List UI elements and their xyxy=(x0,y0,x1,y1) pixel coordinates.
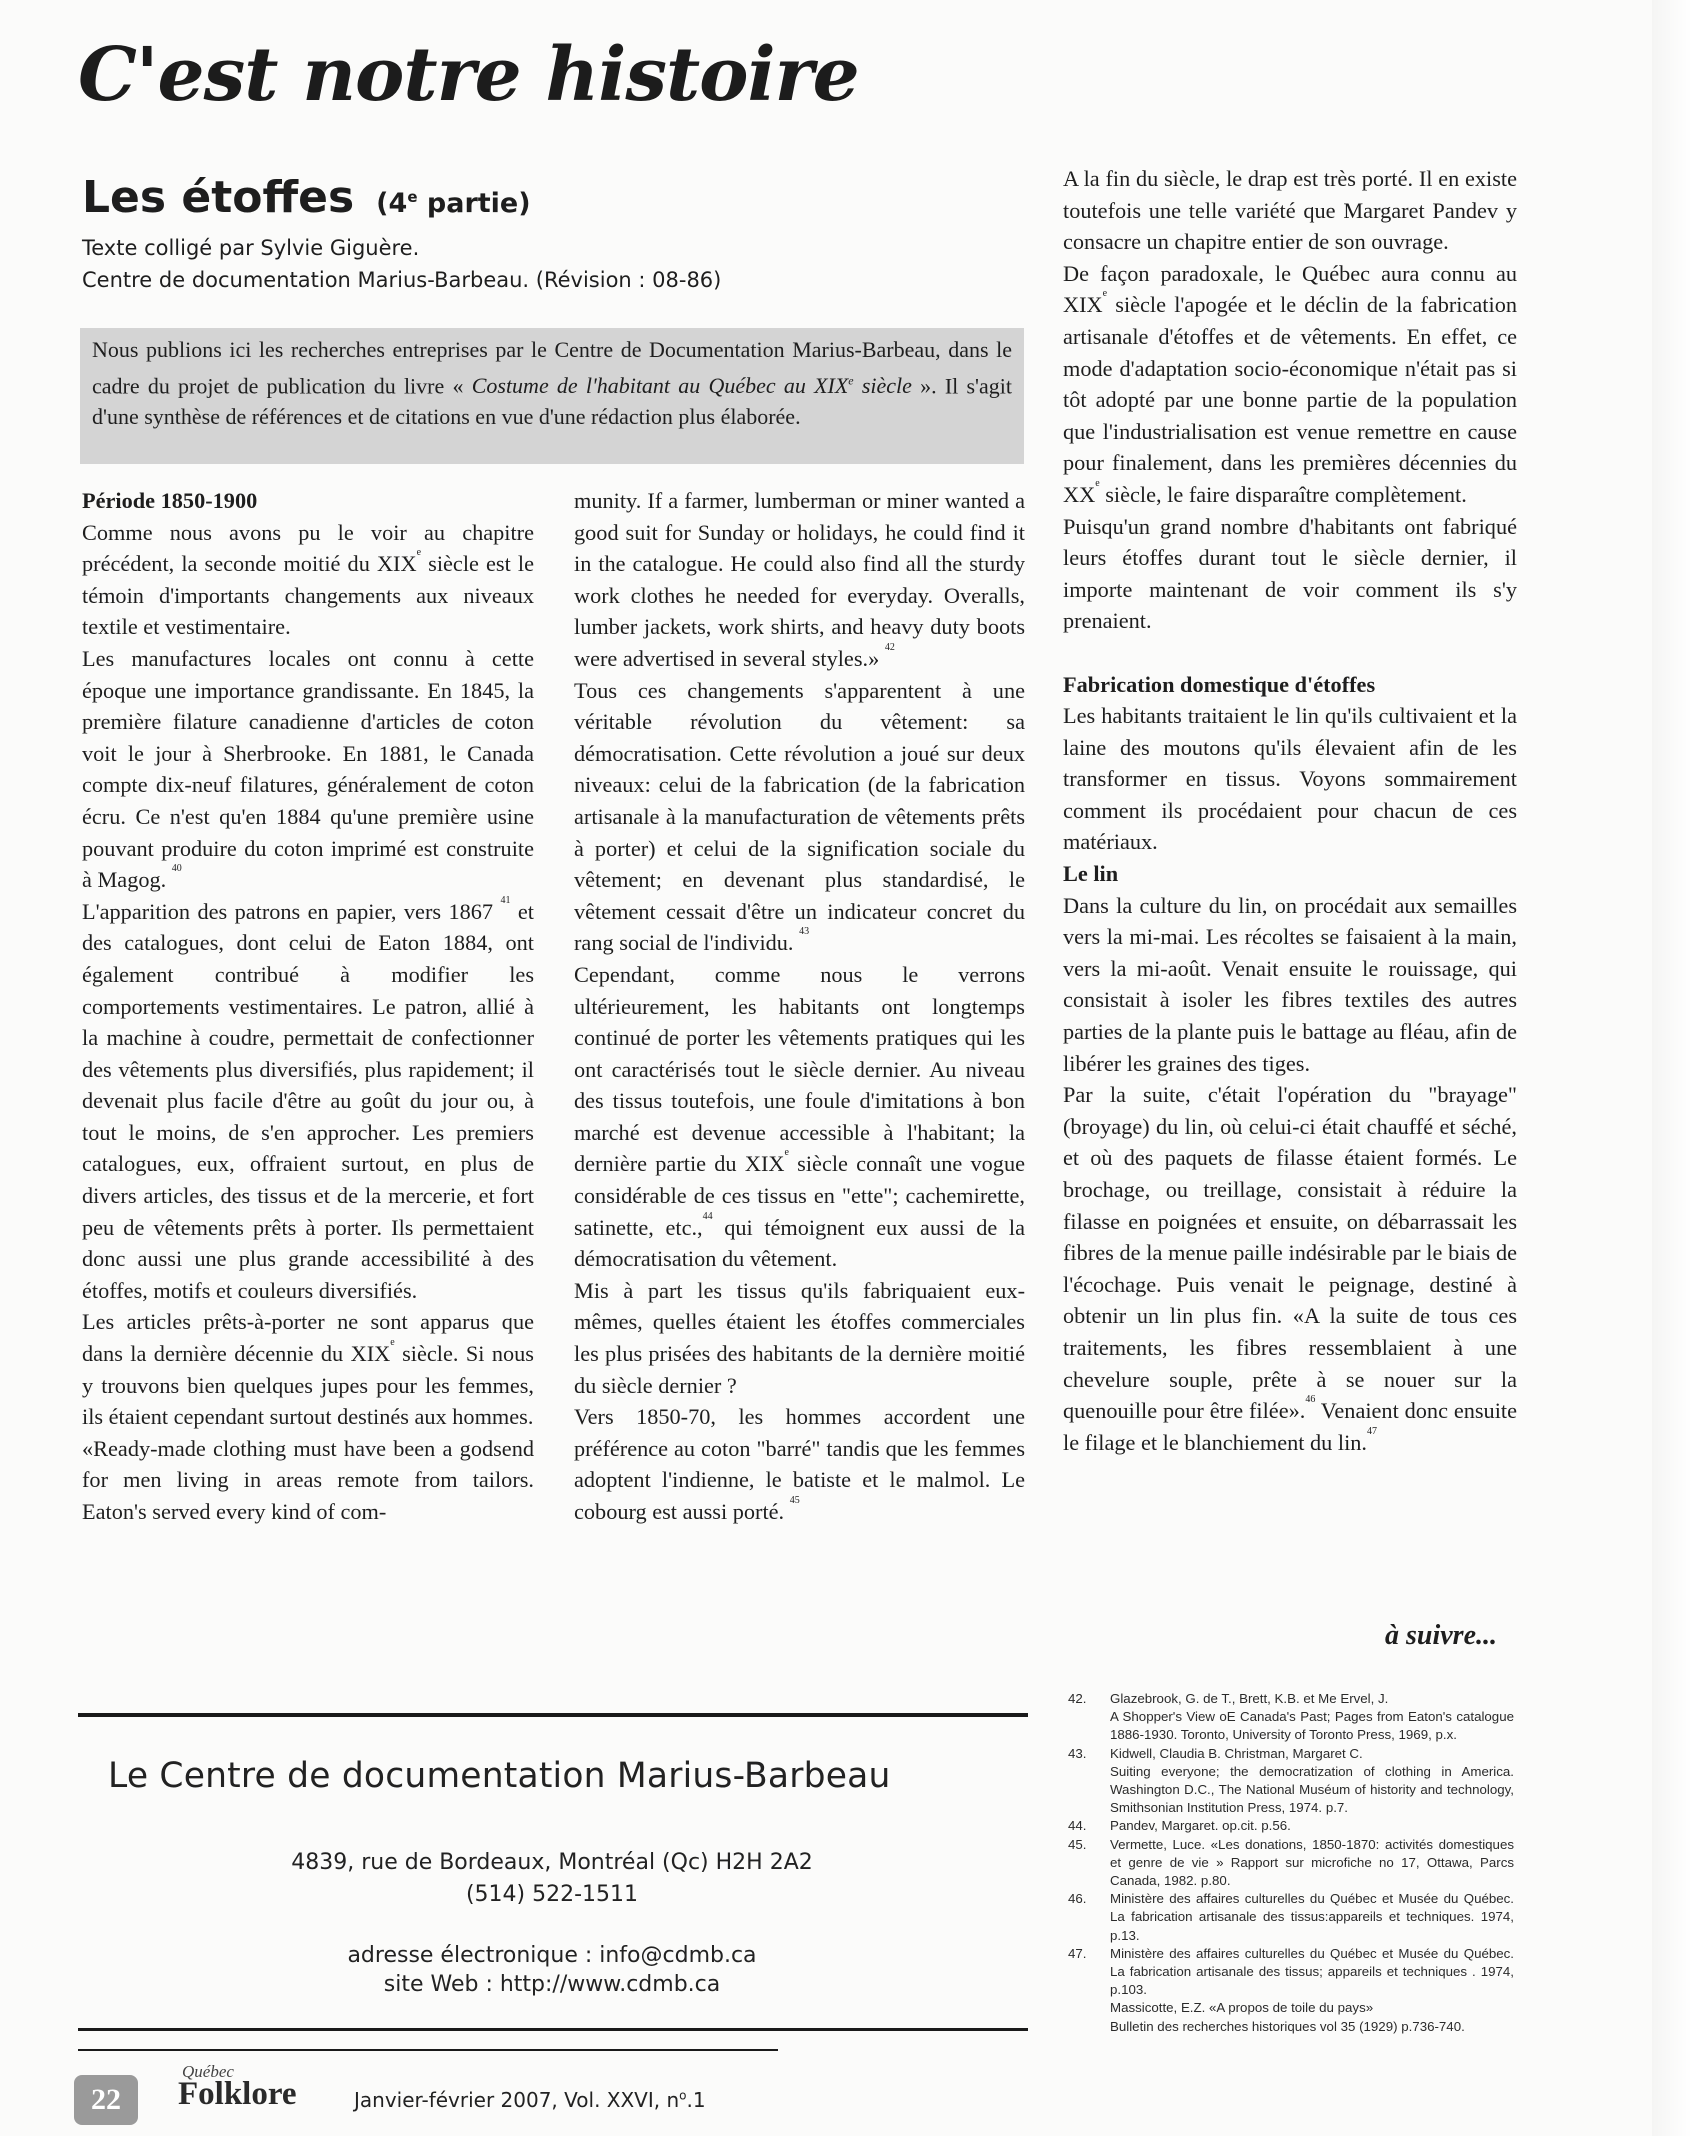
spacer xyxy=(1063,637,1517,669)
text: et des catalogues, dont celui de Eaton 1884, ont également contribué à modifier les comportements vestimentaires. Le patron, allié à la machine à coudre, permettait de confectionner des vêtements plus diversifiés, plus rapidement; il devenait plus facile d'être au goût du jour ou, à tout le moins, de s'en approcher. Les premiers catalogues, eux, offraient surtout, en plus de divers articles, des tissus et de la mercerie, et fort peu de vêtements prêts à porter. Ils permettaient donc aussi une plus grande accessibilité à des étoffes, motifs et couleurs diversifiés. xyxy=(82,898,535,1303)
issue-sup: o xyxy=(679,2088,687,2103)
text: siècle est le témoin d'importants changements aux niveaux textile et vestimentaire. xyxy=(82,551,534,640)
divider-top xyxy=(78,1713,1028,1717)
continued-label: à suivre... xyxy=(1385,1620,1497,1651)
text: siècle, le faire disparaître complètement. xyxy=(1099,481,1467,507)
book-title-2: siècle xyxy=(853,372,912,398)
intro-text-1: Nous publions ici les recherches entreprises par le Centre de Documentation Marius-Barbeau, dans le cadre du projet de publication du livre « xyxy=(92,337,1012,398)
section-subheading: Le lin xyxy=(1063,861,1119,887)
intro-box xyxy=(80,328,1024,464)
paragraph: «Ready-made clothing must have been a godsend for men living in areas remote from tailors. Eaton's served every kind of com- xyxy=(82,1435,534,1524)
sup: e xyxy=(1102,288,1108,300)
footnote-number: 42. xyxy=(1068,1691,1087,1706)
article-part xyxy=(376,188,530,219)
byline-author: Texte colligé par Sylvie Giguère. xyxy=(82,236,420,260)
part-word: partie) xyxy=(417,188,531,219)
text: Les manufactures locales ont connu à cette époque une importance grandissante. En 1845, la première filature canadienne d'articles de coton voit le jour à Sherbrooke. En 1881, le Canada compte dix-neuf filatures, généralement de coton écru. Ce n'est qu'en 1884 qu'une première usine pouvant produire du coton imprimé est construite à Magog. xyxy=(82,645,534,893)
footnote-text: Vermette, Luce. «Les donations, 1850-1870: activités domestiques et genre de vie » Rapport sur microfiche no 17, Ottawa, Parcs Canada, 1982. p.80. xyxy=(1110,1836,1514,1889)
footnote-item xyxy=(1068,1817,1514,1835)
article-title xyxy=(82,172,531,223)
text: Tous ces changements s'apparentent à une véritable révolution du vêtement: sa démocratisation. Cette révolution a joué sur deux niveaux: celui de la fabrication (de la fabrication artisanale à la manufacturation de vêtements prêts à porter) et celui de la signification sociale du vêtement; en devenant plus standardisé, le vêtement cessait d'être un indicateur concret du rang social de l'individu. xyxy=(574,677,1025,956)
sup: e xyxy=(1095,477,1100,489)
section-heading: Période 1850-1900 xyxy=(82,488,258,513)
footnote-line: Glazebrook, G. de T., Brett, K.B. et Me Ervel, J. xyxy=(1110,1691,1389,1706)
footnote-text xyxy=(1110,1945,1514,2036)
cdmb-address: 4839, rue de Bordeaux, Montréal (Qc) H2H 2A2 xyxy=(291,1850,813,1875)
cdmb-web: site Web : http://www.cdmb.ca xyxy=(383,1972,721,1997)
paragraph: Les habitants traitaient le lin qu'ils cultivaient et la laine des moutons qu'ils élevaient afin de les transformer en tissus. Voyons sommairement comment ils procédaient pour chacun de ces matériaux. xyxy=(1063,703,1517,855)
footnote-text: Pandev, Margaret. op.cit. p.56. xyxy=(1110,1818,1291,1834)
article-title-main: Les étoffes xyxy=(82,172,355,223)
footnote-item xyxy=(1068,1690,1514,1745)
paragraph xyxy=(574,959,1025,1275)
intro-book-title xyxy=(472,373,912,398)
sup: e xyxy=(390,1337,395,1349)
text: Par la suite, c'était l'opération du "brayage" (broyage) du lin, où celui-ci était chauffé et séché, et où des paquets de filasse étaient formés. Le brochage, ou treillage, consistait à réduire la filasse en poignées et ensuite, on débarrassait les fibres de la menue paille indésirable par le biais de l'écochage. Puis venait le peignage, destiné à obtenir un lin plus fin. «A la suite de tous ces traitements, les fibres ressemblaient à une chevelure souple, prête à se nouer sur la quenouille pour être filée». xyxy=(1063,1082,1517,1424)
issue-number: .1 xyxy=(686,2088,706,2112)
footnote-ref: 46 xyxy=(1305,1394,1316,1406)
footnote-number: 45. xyxy=(1068,1836,1087,1852)
text: De façon paradoxale, le Québec aura connu au XIX xyxy=(1063,260,1517,318)
footnote-ref: 44 xyxy=(702,1210,713,1222)
text: qui témoignent eux aussi de la démocratisation du vêtement. xyxy=(574,1214,1025,1272)
column-1 xyxy=(82,485,534,1528)
footnote-ref: 45 xyxy=(789,1495,800,1506)
paragraph xyxy=(574,675,1025,959)
footnote-ref: 47 xyxy=(1367,1425,1377,1437)
text: Comme nous avons pu le voir au chapitre précédent, la seconde moitié du XIX xyxy=(82,519,534,577)
cdmb-phone: (514) 522-1511 xyxy=(465,1882,639,1907)
issue-text: Janvier-février 2007, Vol. XXVI, n xyxy=(354,2088,680,2112)
cdmb-email: adresse électronique : info@cdmb.ca xyxy=(347,1943,757,1968)
footnote-item xyxy=(1068,1745,1514,1818)
footer-rule xyxy=(78,2049,778,2051)
footnote-item xyxy=(1068,1890,1514,1945)
sup: e xyxy=(784,1147,789,1159)
intro-text-2: ». Il s'agit d'une synthèse de références et de citations en vue d'une rédaction plus élaborée. xyxy=(92,372,1012,430)
issue-info xyxy=(354,2088,706,2112)
footnote-number: 43. xyxy=(1068,1745,1087,1761)
footnote-text: Ministère des affaires culturelles du Québec et Musée du Québec. La fabrication artisanale des tissus:appareils et techniques. 1974, p.13. xyxy=(1110,1891,1514,1943)
divider-bottom xyxy=(78,2028,1028,2031)
footnote-number: 46. xyxy=(1068,1891,1087,1907)
footnote-ref: 40 xyxy=(171,863,182,875)
footnotes xyxy=(1068,1690,1514,2036)
footnote-ref: 41 xyxy=(500,894,511,906)
footnote-ref: 43 xyxy=(799,926,810,938)
footnote-ref: 42 xyxy=(884,641,895,653)
footnote-line: Ministère des affaires culturelles du Québec et Musée du Québec. La fabrication artisanale des tissus; appareils et techniques . 1974, p.103. xyxy=(1110,1945,1514,1998)
text: siècle. Si nous y trouvons bien quelques jupes pour les femmes, ils étaient cependant surtout destinés aux hommes. xyxy=(82,1341,534,1430)
byline-source: Centre de documentation Marius-Barbeau. (Révision : 08-86) xyxy=(82,268,722,292)
paragraph xyxy=(82,643,534,896)
footnote-text xyxy=(1110,1690,1514,1745)
paragraph xyxy=(82,896,534,1307)
magazine-logo-small: Québec xyxy=(182,2062,234,2081)
footnote-item xyxy=(1068,1836,1514,1891)
footnote-line: Kidwell, Claudia B. Christman, Margaret C. xyxy=(1110,1745,1363,1761)
paragraph xyxy=(1063,1079,1517,1458)
footnote-text xyxy=(1110,1745,1514,1818)
sup: e xyxy=(416,547,422,559)
text: Les articles prêts-à-porter ne sont apparus que dans la dernière décennie du XIX xyxy=(82,1309,534,1367)
footnote-line: Bulletin des recherches historiques vol 35 (1929) p.736-740. xyxy=(1110,2018,1465,2034)
page-number: 22 xyxy=(74,2075,138,2125)
part-number: (4 xyxy=(376,188,408,219)
column-3 xyxy=(1063,163,1517,1458)
paragraph xyxy=(82,1306,534,1432)
text: Vers 1850-70, les hommes accordent une préférence au coton "barré" tandis que les femmes adoptent l'indienne, le batiste et le malmol. Le cobourg est aussi porté. xyxy=(574,1404,1025,1524)
footnote-number: 44. xyxy=(1068,1818,1087,1834)
section-header-title: C'est notre histoire xyxy=(78,32,859,118)
paragraph: A la fin du siècle, le drap est très porté. Il en existe toutefois une telle variété que Margaret Pandev y consacre un chapitre entier de son ouvrage. xyxy=(1063,166,1517,255)
paragraph xyxy=(82,517,534,643)
text: Venaient donc ensuite le filage et le blanchiement du lin. xyxy=(1063,1398,1517,1455)
book-title: Costume de l'habitant au Québec au XIX xyxy=(471,372,849,398)
footnote-item xyxy=(1068,1945,1514,2036)
magazine-logo: Folklore xyxy=(178,2076,297,2112)
text: Cependant, comme nous le verrons ultérieurement, les habitants ont longtemps continué de porter les vêtements pratiques qui les ont caractérisés tout le siècle dernier. Au niveau des tissus toutefois, une foule d'imitations à bon marché est devenue accessible à l'habitant; la dernière partie du XIX xyxy=(574,961,1025,1177)
text: L'apparition des patrons en papier, vers 1867 xyxy=(82,898,494,924)
column-2 xyxy=(574,485,1025,1528)
section-heading: Fabrication domestique d'étoffes xyxy=(1063,671,1376,697)
footnote-line: Massicotte, E.Z. «A propos de toile du pays» xyxy=(1110,2000,1374,2016)
page-edge xyxy=(1652,0,1692,2136)
text: siècle l'apogée et le déclin de la fabrication artisanale d'étoffes et de vêtements. En effet, ce mode d'adaptation socio-économique n'était pas si tôt adopté par une bonne partie de la population que l'industrialisation est venue remettre en cause pour finalement, dans les premières décennies du XX xyxy=(1063,292,1517,507)
paragraph: Mis à part les tissus qu'ils fabriquaient eux-mêmes, quelles étaient les étoffes commerciales les plus prisées des habitants de la dernière moitié du siècle dernier ? xyxy=(574,1277,1025,1398)
text: siècle connaît une vogue considérable de ces tissus en "ette"; cachemirette, satinette, etc., xyxy=(574,1151,1025,1240)
footnote-line: A Shopper's View oE Canada's Past; Pages from Eaton's catalogue 1886-1930. Toronto, University of Toronto Press, 1969, p.x. xyxy=(1110,1709,1514,1743)
footnote-line: Suiting everyone; the democratization of clothing in America. Washington D.C., The National Muséum of histority and technology, Smithsonian Institution Press, 1974. p.7. xyxy=(1110,1763,1514,1816)
book-sup: e xyxy=(848,373,854,388)
paragraph xyxy=(574,1401,1025,1527)
text: munity. If a farmer, lumberman or miner wanted a good suit for Sunday or holidays, he could find it in the catalogue. He could also find all the sturdy work clothes he needed for everyday. Overalls, lumber jackets, work shirts, and heavy duty boots were advertised in several styles.» xyxy=(574,488,1025,671)
paragraph: Puisqu'un grand nombre d'habitants ont fabriqué leurs étoffes durant tout le siècle dernier, il importe maintenant de voir comment ils s'y prenaient. xyxy=(1063,513,1517,634)
paragraph: Dans la culture du lin, on procédait aux semailles vers la mi-mai. Les récoltes se faisaient à la main, vers la mi-août. Venait ensuite le rouissage, qui consistait à isoler les fibres textiles des autres parties de la plante puis le battage au fléau, afin de libérer les graines des tiges. xyxy=(1063,892,1517,1076)
footnote-number: 47. xyxy=(1068,1945,1087,1961)
paragraph xyxy=(574,485,1025,675)
cdmb-name: Le Centre de documentation Marius-Barbeau xyxy=(108,1756,891,1796)
part-sup: e xyxy=(407,188,418,206)
paragraph xyxy=(1063,258,1517,511)
